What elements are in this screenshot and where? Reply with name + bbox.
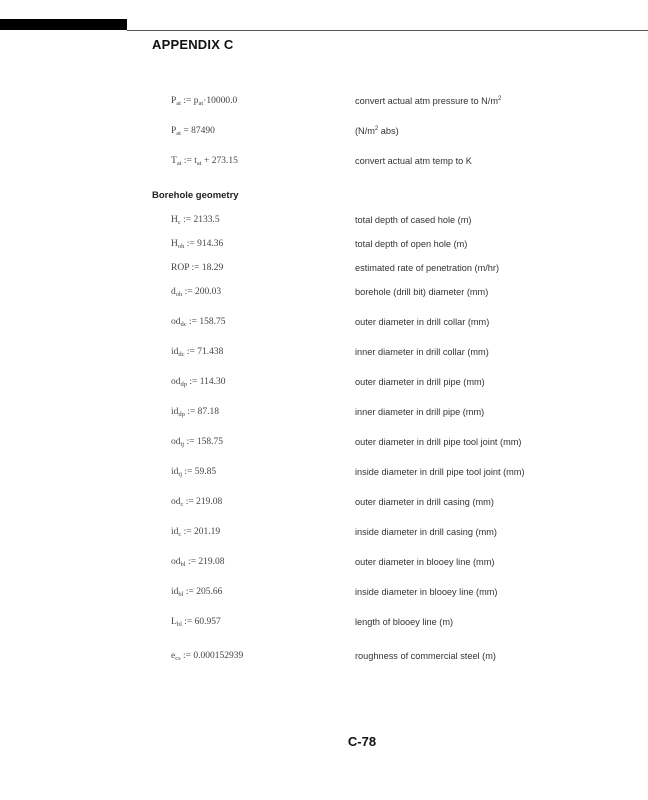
equation-value: 18.29	[201, 263, 224, 273]
equation-operator: =	[181, 126, 192, 136]
equation-tail: ·10000.0	[203, 96, 238, 106]
description-tail: abs)	[378, 126, 399, 136]
equation-operator: :=	[189, 263, 202, 273]
description-text: inside diameter in blooey line (mm)	[355, 587, 498, 597]
equation-description	[355, 287, 488, 297]
equation-variable: id	[171, 407, 179, 417]
equation-description	[355, 497, 494, 507]
equation	[171, 239, 223, 250]
equation-variable: od	[171, 317, 181, 327]
equation-variable: e	[171, 651, 176, 661]
equation-description	[355, 587, 497, 597]
equation-description	[355, 215, 471, 225]
description-text: outer diameter in drill collar (mm)	[355, 317, 490, 327]
description-superscript: 2	[374, 126, 379, 132]
equation-description	[355, 467, 525, 477]
equation-variable: od	[171, 437, 181, 447]
equation	[171, 263, 223, 273]
equation	[171, 527, 220, 538]
equation-variable-subscript: c	[178, 531, 182, 538]
page-number: C-78	[347, 734, 377, 749]
equation-variable: id	[171, 527, 179, 537]
equation-operator: :=	[186, 317, 200, 327]
equation-operator: :=	[182, 287, 195, 297]
equation-variable: H	[171, 239, 178, 249]
equation-description	[355, 651, 496, 661]
equation-value: 914.36	[197, 239, 224, 249]
description-text: borehole (drill bit) diameter (mm)	[355, 287, 489, 297]
equation	[171, 215, 220, 226]
equation-operator: :=	[180, 215, 194, 225]
equation-description	[355, 156, 472, 166]
equation-operator: :=	[181, 527, 195, 537]
equation-value: 87.18	[197, 407, 220, 417]
equation-description	[355, 126, 399, 136]
equation-value: 59.85	[194, 467, 217, 477]
equation-variable: id	[171, 587, 179, 597]
equation-tail: + 273.15	[201, 156, 238, 166]
equation-variable: id	[171, 467, 179, 477]
equation-operator: :=	[182, 467, 195, 477]
equation-value: 2133.5	[193, 215, 220, 225]
equation-variable-subscript: bl	[180, 561, 186, 568]
description-superscript: 2	[497, 96, 502, 102]
equation-value: t	[194, 156, 197, 166]
description-text: inside diameter in drill pipe tool joint (mm)	[355, 467, 525, 477]
equation-variable-subscript: tj	[178, 471, 183, 478]
equation-variable-subscript: bl	[178, 591, 184, 598]
equation-variable-subscript: c	[177, 219, 181, 226]
equation-description	[355, 407, 484, 417]
description-text: outer diameter in drill casing (mm)	[355, 497, 494, 507]
equation-description	[355, 347, 489, 357]
equation-variable-subscript: at	[176, 100, 181, 107]
equation-operator: :=	[184, 407, 198, 417]
equation-operator: :=	[180, 651, 194, 661]
equation-value: 201.19	[194, 527, 221, 537]
equation-value: 205.66	[196, 587, 223, 597]
equation-operator: :=	[181, 617, 195, 627]
equation-description	[355, 239, 467, 249]
equation-variable: L	[171, 617, 177, 627]
equation	[171, 651, 243, 662]
equation-operator: :=	[181, 156, 195, 166]
equation	[171, 126, 215, 137]
equation-variable-subscript: tj	[180, 441, 185, 448]
equation	[171, 317, 226, 328]
equation-value: 158.75	[199, 317, 226, 327]
description-text: outer diameter in blooey line (mm)	[355, 557, 495, 567]
equation-variable-subscript: dc	[180, 321, 187, 328]
equation	[171, 347, 223, 358]
equation-value: 71.438	[197, 347, 224, 357]
equation-description	[355, 96, 501, 106]
equation-description	[355, 263, 499, 273]
equation-variable-subscript: cs	[175, 655, 181, 662]
equation-description	[355, 557, 494, 567]
equation-operator: :=	[183, 587, 197, 597]
equation	[171, 377, 226, 388]
equation-description	[355, 317, 489, 327]
description-text: inside diameter in drill casing (mm)	[355, 527, 497, 537]
equation-description	[355, 527, 497, 537]
description-text: inner diameter in drill collar (mm)	[355, 347, 489, 357]
equation-value: 87490	[191, 126, 215, 136]
description-text: estimated rate of penetration (m/hr)	[355, 263, 500, 273]
equation-variable-subscript: oh	[177, 243, 185, 250]
equation-variable: id	[171, 347, 179, 357]
equation-variable-subscript: dp	[178, 411, 185, 418]
equation	[171, 557, 224, 568]
equation-variable-subscript: at	[176, 130, 181, 137]
equation-value: 114.30	[199, 377, 226, 387]
equation	[171, 96, 237, 107]
equation-variable: od	[171, 557, 181, 567]
equation-variable-subscript: bl	[176, 621, 182, 628]
equation	[171, 156, 238, 167]
equation	[171, 497, 222, 508]
equation-value: 219.08	[198, 557, 225, 567]
description-text: roughness of commercial steel (m)	[355, 651, 496, 661]
equation-variable: od	[171, 377, 181, 387]
equation-operator: :=	[184, 347, 198, 357]
equation	[171, 407, 219, 418]
equation	[171, 287, 221, 298]
equation	[171, 437, 223, 448]
equation-variable-subscript: dc	[178, 351, 185, 358]
equation-description	[355, 617, 453, 627]
equation-value: 200.03	[195, 287, 222, 297]
section-heading-borehole-geometry: Borehole geometry	[152, 190, 239, 201]
equation-variable-subscript: oh	[175, 291, 183, 298]
equation-value: 158.75	[196, 437, 223, 447]
equation-operator: :=	[184, 437, 197, 447]
description-text: (N/m	[355, 126, 375, 136]
equation-operator: :=	[184, 239, 198, 249]
equation-value-subscript: at	[198, 100, 204, 107]
description-text: outer diameter in drill pipe tool joint (mm)	[355, 437, 522, 447]
equation-value: 60.957	[194, 617, 221, 627]
description-text: convert actual atm pressure to N/m	[355, 96, 498, 106]
equation-operator: :=	[187, 377, 200, 387]
equation-value: p	[193, 96, 199, 106]
equation-operator: :=	[183, 497, 197, 507]
description-text: total depth of open hole (m)	[355, 239, 468, 249]
description-text: length of blooey line (m)	[355, 617, 454, 627]
equation-variable-subscript: at	[176, 160, 182, 167]
equation-variable-subscript: dp	[180, 381, 187, 388]
equation-variable-subscript: c	[180, 501, 184, 508]
equation-value-subscript: at	[196, 160, 202, 167]
appendix-title: APPENDIX C	[152, 37, 234, 52]
description-text: outer diameter in drill pipe (mm)	[355, 377, 485, 387]
equation-variable: d	[171, 287, 176, 297]
description-text: inner diameter in drill pipe (mm)	[355, 407, 485, 417]
equation-variable: P	[171, 96, 177, 106]
equation-value: 219.08	[196, 497, 223, 507]
equation-variable: ROP	[171, 263, 190, 273]
equation	[171, 617, 221, 628]
equation-description	[355, 377, 485, 387]
equation-operator: :=	[185, 557, 199, 567]
equation-variable: P	[171, 126, 177, 136]
equation-operator: :=	[181, 96, 194, 106]
equation-value: 0.000152939	[193, 651, 244, 661]
equation-variable: T	[171, 156, 177, 166]
description-text: convert actual atm temp to K	[355, 156, 472, 166]
equation	[171, 587, 222, 598]
equation	[171, 467, 216, 478]
equation-variable: H	[171, 215, 178, 225]
description-text: total depth of cased hole (m)	[355, 215, 472, 225]
equation-variable: od	[171, 497, 181, 507]
equation-description	[355, 437, 521, 447]
